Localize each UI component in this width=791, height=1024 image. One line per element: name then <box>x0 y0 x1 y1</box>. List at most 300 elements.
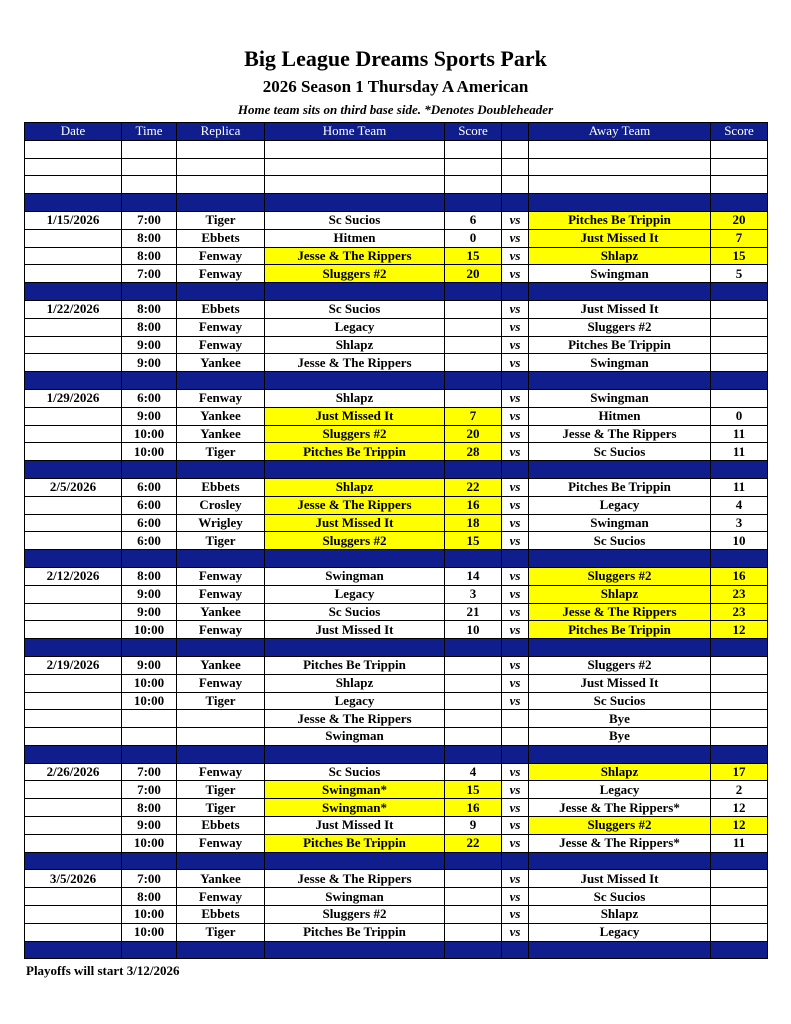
date-cell <box>25 318 122 336</box>
home-team-cell: Shlapz <box>265 674 445 692</box>
time-cell: 8:00 <box>122 300 177 318</box>
table-row <box>25 336 768 354</box>
vs-cell: vs <box>502 674 529 692</box>
header-time: Time <box>122 123 177 141</box>
table-row <box>25 300 768 318</box>
time-cell: 9:00 <box>122 817 177 835</box>
date-cell <box>25 247 122 265</box>
date-cell <box>25 585 122 603</box>
time-cell: 9:00 <box>122 656 177 674</box>
date-cell: 2/5/2026 <box>25 478 122 496</box>
schedule-table <box>24 122 768 959</box>
home-score-cell <box>445 710 502 728</box>
time-cell: 10:00 <box>122 425 177 443</box>
home-team-cell: Sluggers #2 <box>265 532 445 550</box>
time-cell: 8:00 <box>122 888 177 906</box>
table-row <box>25 247 768 265</box>
away-team-cell: Just Missed It <box>529 229 711 247</box>
home-score-cell: 20 <box>445 425 502 443</box>
away-score-cell: 11 <box>711 425 768 443</box>
home-score-cell <box>445 728 502 746</box>
table-row <box>25 674 768 692</box>
replica-cell: Yankee <box>177 656 265 674</box>
replica-cell: Fenway <box>177 336 265 354</box>
home-score-cell: 15 <box>445 247 502 265</box>
table-row <box>25 425 768 443</box>
vs-cell: vs <box>502 425 529 443</box>
vs-cell: vs <box>502 318 529 336</box>
vs-cell: vs <box>502 585 529 603</box>
date-cell: 1/15/2026 <box>25 211 122 229</box>
away-team-cell: Swingman <box>529 354 711 372</box>
away-score-cell: 23 <box>711 585 768 603</box>
home-score-cell <box>445 656 502 674</box>
replica-cell: Ebbets <box>177 906 265 924</box>
time-cell: 6:00 <box>122 389 177 407</box>
date-cell <box>25 888 122 906</box>
away-team-cell: Sluggers #2 <box>529 656 711 674</box>
away-score-cell: 16 <box>711 567 768 585</box>
away-score-cell <box>711 389 768 407</box>
time-cell: 8:00 <box>122 247 177 265</box>
date-cell <box>25 674 122 692</box>
home-team-cell: Jesse & The Rippers <box>265 710 445 728</box>
away-score-cell: 17 <box>711 763 768 781</box>
time-cell: 10:00 <box>122 923 177 941</box>
home-score-cell: 15 <box>445 532 502 550</box>
vs-cell: vs <box>502 603 529 621</box>
vs-cell: vs <box>502 692 529 710</box>
time-cell: 7:00 <box>122 265 177 283</box>
time-cell: 8:00 <box>122 229 177 247</box>
away-score-cell: 23 <box>711 603 768 621</box>
time-cell: 7:00 <box>122 763 177 781</box>
header-away-team: Away Team <box>529 123 711 141</box>
home-team-cell: Shlapz <box>265 336 445 354</box>
date-cell: 3/5/2026 <box>25 870 122 888</box>
home-team-cell: Just Missed It <box>265 407 445 425</box>
away-team-cell: Sc Sucios <box>529 532 711 550</box>
time-cell: 10:00 <box>122 674 177 692</box>
away-team-cell: Sluggers #2 <box>529 817 711 835</box>
away-score-cell: 11 <box>711 834 768 852</box>
replica-cell: Yankee <box>177 354 265 372</box>
week-separator <box>25 461 768 479</box>
date-cell <box>25 621 122 639</box>
home-score-cell <box>445 870 502 888</box>
table-row <box>25 354 768 372</box>
away-team-cell: Pitches Be Trippin <box>529 211 711 229</box>
date-cell: 1/29/2026 <box>25 389 122 407</box>
away-score-cell: 12 <box>711 621 768 639</box>
vs-cell: vs <box>502 407 529 425</box>
table-row <box>25 692 768 710</box>
time-cell: 10:00 <box>122 906 177 924</box>
home-score-cell: 10 <box>445 621 502 639</box>
date-cell <box>25 336 122 354</box>
away-score-cell: 11 <box>711 478 768 496</box>
vs-cell: vs <box>502 514 529 532</box>
table-row <box>25 817 768 835</box>
replica-cell: Fenway <box>177 247 265 265</box>
time-cell: 10:00 <box>122 443 177 461</box>
away-team-cell: Shlapz <box>529 763 711 781</box>
away-team-cell: Bye <box>529 710 711 728</box>
away-team-cell: Jesse & The Rippers* <box>529 799 711 817</box>
vs-cell: vs <box>502 496 529 514</box>
table-row <box>25 443 768 461</box>
replica-cell: Fenway <box>177 389 265 407</box>
home-score-cell: 28 <box>445 443 502 461</box>
table-row <box>25 923 768 941</box>
replica-cell: Tiger <box>177 923 265 941</box>
time-cell: 9:00 <box>122 603 177 621</box>
away-team-cell: Legacy <box>529 781 711 799</box>
away-team-cell: Sluggers #2 <box>529 318 711 336</box>
away-score-cell: 7 <box>711 229 768 247</box>
away-score-cell: 10 <box>711 532 768 550</box>
vs-cell: vs <box>502 621 529 639</box>
away-score-cell <box>711 354 768 372</box>
home-score-cell: 0 <box>445 229 502 247</box>
time-cell: 9:00 <box>122 354 177 372</box>
away-score-cell: 5 <box>711 265 768 283</box>
away-team-cell: Just Missed It <box>529 674 711 692</box>
home-score-cell: 20 <box>445 265 502 283</box>
table-row <box>25 603 768 621</box>
week-separator <box>25 941 768 959</box>
replica-cell: Fenway <box>177 265 265 283</box>
table-row <box>25 888 768 906</box>
home-team-cell: Jesse & The Rippers <box>265 247 445 265</box>
replica-cell: Wrigley <box>177 514 265 532</box>
replica-cell: Fenway <box>177 621 265 639</box>
replica-cell: Yankee <box>177 603 265 621</box>
table-row <box>25 318 768 336</box>
table-row <box>25 567 768 585</box>
vs-cell <box>502 710 529 728</box>
away-score-cell <box>711 336 768 354</box>
replica-cell: Ebbets <box>177 300 265 318</box>
vs-cell: vs <box>502 923 529 941</box>
away-team-cell: Sc Sucios <box>529 692 711 710</box>
vs-cell: vs <box>502 532 529 550</box>
home-team-cell: Shlapz <box>265 478 445 496</box>
away-score-cell: 3 <box>711 514 768 532</box>
date-cell <box>25 906 122 924</box>
vs-cell: vs <box>502 656 529 674</box>
table-row <box>25 710 768 728</box>
home-score-cell <box>445 674 502 692</box>
replica-cell: Yankee <box>177 425 265 443</box>
home-team-cell: Swingman <box>265 728 445 746</box>
replica-cell <box>177 728 265 746</box>
table-row <box>25 389 768 407</box>
replica-cell: Ebbets <box>177 229 265 247</box>
time-cell: 9:00 <box>122 336 177 354</box>
table-row <box>25 799 768 817</box>
away-score-cell: 11 <box>711 443 768 461</box>
replica-cell: Fenway <box>177 834 265 852</box>
away-team-cell: Jesse & The Rippers* <box>529 834 711 852</box>
home-team-cell: Pitches Be Trippin <box>265 834 445 852</box>
home-score-cell: 14 <box>445 567 502 585</box>
replica-cell: Ebbets <box>177 478 265 496</box>
vs-cell: vs <box>502 763 529 781</box>
replica-cell: Yankee <box>177 870 265 888</box>
table-row <box>25 478 768 496</box>
time-cell: 10:00 <box>122 834 177 852</box>
time-cell: 7:00 <box>122 211 177 229</box>
home-score-cell <box>445 318 502 336</box>
away-score-cell: 20 <box>711 211 768 229</box>
home-score-cell <box>445 888 502 906</box>
date-cell <box>25 496 122 514</box>
away-team-cell: Sc Sucios <box>529 888 711 906</box>
home-score-cell <box>445 336 502 354</box>
home-score-cell: 16 <box>445 799 502 817</box>
time-cell: 7:00 <box>122 781 177 799</box>
away-team-cell: Sluggers #2 <box>529 567 711 585</box>
vs-cell: vs <box>502 478 529 496</box>
home-score-cell: 3 <box>445 585 502 603</box>
header-date: Date <box>25 123 122 141</box>
table-row <box>25 585 768 603</box>
date-cell <box>25 354 122 372</box>
date-cell <box>25 443 122 461</box>
away-team-cell: Sc Sucios <box>529 443 711 461</box>
table-row <box>25 781 768 799</box>
replica-cell: Fenway <box>177 888 265 906</box>
away-score-cell: 12 <box>711 817 768 835</box>
away-score-cell: 4 <box>711 496 768 514</box>
empty-row <box>25 140 768 158</box>
table-row <box>25 407 768 425</box>
date-cell <box>25 781 122 799</box>
week-separator <box>25 283 768 301</box>
away-score-cell <box>711 923 768 941</box>
week-separator <box>25 852 768 870</box>
vs-cell: vs <box>502 247 529 265</box>
replica-cell: Tiger <box>177 781 265 799</box>
away-team-cell: Pitches Be Trippin <box>529 621 711 639</box>
replica-cell: Yankee <box>177 407 265 425</box>
vs-cell: vs <box>502 834 529 852</box>
header-replica: Replica <box>177 123 265 141</box>
date-cell: 2/12/2026 <box>25 567 122 585</box>
date-cell <box>25 603 122 621</box>
away-team-cell: Just Missed It <box>529 870 711 888</box>
away-score-cell <box>711 906 768 924</box>
away-team-cell: Swingman <box>529 514 711 532</box>
time-cell: 10:00 <box>122 692 177 710</box>
home-team-cell: Pitches Be Trippin <box>265 923 445 941</box>
empty-row <box>25 158 768 176</box>
header-away-score: Score <box>711 123 768 141</box>
week-separator <box>25 550 768 568</box>
time-cell: 6:00 <box>122 496 177 514</box>
home-team-cell: Sluggers #2 <box>265 425 445 443</box>
away-team-cell: Shlapz <box>529 585 711 603</box>
time-cell: 7:00 <box>122 870 177 888</box>
home-score-cell: 22 <box>445 478 502 496</box>
replica-cell: Fenway <box>177 567 265 585</box>
vs-cell: vs <box>502 336 529 354</box>
home-score-cell: 4 <box>445 763 502 781</box>
vs-cell: vs <box>502 300 529 318</box>
home-team-cell: Legacy <box>265 585 445 603</box>
replica-cell: Tiger <box>177 532 265 550</box>
replica-cell: Tiger <box>177 692 265 710</box>
away-score-cell: 2 <box>711 781 768 799</box>
home-score-cell <box>445 692 502 710</box>
home-score-cell <box>445 906 502 924</box>
away-score-cell <box>711 728 768 746</box>
home-score-cell <box>445 300 502 318</box>
vs-cell: vs <box>502 870 529 888</box>
table-row <box>25 265 768 283</box>
away-score-cell <box>711 710 768 728</box>
vs-cell: vs <box>502 567 529 585</box>
home-score-cell: 7 <box>445 407 502 425</box>
home-team-cell: Swingman* <box>265 799 445 817</box>
replica-cell: Fenway <box>177 585 265 603</box>
page-title: Big League Dreams Sports Park <box>244 46 547 71</box>
date-cell <box>25 407 122 425</box>
replica-cell: Fenway <box>177 763 265 781</box>
home-team-cell: Swingman* <box>265 781 445 799</box>
home-team-cell: Sc Sucios <box>265 763 445 781</box>
away-team-cell: Legacy <box>529 923 711 941</box>
home-score-cell: 18 <box>445 514 502 532</box>
footer-note: Playoffs will start 3/12/2026 <box>26 963 180 978</box>
time-cell: 6:00 <box>122 532 177 550</box>
table-row <box>25 514 768 532</box>
home-team-cell: Sluggers #2 <box>265 265 445 283</box>
home-score-cell: 15 <box>445 781 502 799</box>
date-cell <box>25 710 122 728</box>
vs-cell: vs <box>502 906 529 924</box>
home-team-cell: Sc Sucios <box>265 211 445 229</box>
time-cell: 6:00 <box>122 478 177 496</box>
table-row <box>25 870 768 888</box>
vs-cell: vs <box>502 265 529 283</box>
away-score-cell <box>711 870 768 888</box>
time-cell: 8:00 <box>122 799 177 817</box>
home-score-cell <box>445 923 502 941</box>
home-team-cell: Swingman <box>265 567 445 585</box>
vs-cell: vs <box>502 799 529 817</box>
home-team-cell: Jesse & The Rippers <box>265 354 445 372</box>
date-cell <box>25 229 122 247</box>
table-row <box>25 621 768 639</box>
week-separator <box>25 639 768 657</box>
away-team-cell: Shlapz <box>529 906 711 924</box>
table-row <box>25 496 768 514</box>
away-score-cell: 0 <box>711 407 768 425</box>
replica-cell <box>177 710 265 728</box>
date-cell <box>25 692 122 710</box>
away-team-cell: Hitmen <box>529 407 711 425</box>
table-row <box>25 728 768 746</box>
home-score-cell: 21 <box>445 603 502 621</box>
table-row <box>25 763 768 781</box>
time-cell <box>122 710 177 728</box>
home-score-cell: 6 <box>445 211 502 229</box>
replica-cell: Tiger <box>177 799 265 817</box>
time-cell: 8:00 <box>122 318 177 336</box>
away-score-cell: 12 <box>711 799 768 817</box>
away-team-cell: Bye <box>529 728 711 746</box>
schedule-note: Home team sits on third base side. *Denotes Doubleheader <box>237 102 554 117</box>
header-vs <box>502 123 529 141</box>
replica-cell: Fenway <box>177 318 265 336</box>
vs-cell: vs <box>502 781 529 799</box>
date-cell <box>25 728 122 746</box>
home-team-cell: Swingman <box>265 888 445 906</box>
table-row <box>25 906 768 924</box>
away-score-cell <box>711 318 768 336</box>
home-score-cell: 9 <box>445 817 502 835</box>
vs-cell: vs <box>502 389 529 407</box>
date-cell <box>25 425 122 443</box>
away-team-cell: Pitches Be Trippin <box>529 336 711 354</box>
week-separator <box>25 372 768 390</box>
date-cell <box>25 799 122 817</box>
away-team-cell: Just Missed It <box>529 300 711 318</box>
home-team-cell: Just Missed It <box>265 621 445 639</box>
away-team-cell: Swingman <box>529 389 711 407</box>
vs-cell: vs <box>502 211 529 229</box>
home-score-cell: 22 <box>445 834 502 852</box>
vs-cell: vs <box>502 817 529 835</box>
vs-cell: vs <box>502 229 529 247</box>
away-score-cell <box>711 300 768 318</box>
header-home-score: Score <box>445 123 502 141</box>
away-score-cell <box>711 656 768 674</box>
away-score-cell <box>711 692 768 710</box>
away-team-cell: Swingman <box>529 265 711 283</box>
home-score-cell <box>445 354 502 372</box>
time-cell: 6:00 <box>122 514 177 532</box>
replica-cell: Crosley <box>177 496 265 514</box>
date-cell: 2/26/2026 <box>25 763 122 781</box>
away-score-cell <box>711 674 768 692</box>
week-separator <box>25 194 768 212</box>
home-team-cell: Sc Sucios <box>265 603 445 621</box>
date-cell: 1/22/2026 <box>25 300 122 318</box>
date-cell <box>25 834 122 852</box>
home-team-cell: Pitches Be Trippin <box>265 443 445 461</box>
home-score-cell: 16 <box>445 496 502 514</box>
week-separator <box>25 745 768 763</box>
replica-cell: Tiger <box>177 211 265 229</box>
table-row <box>25 211 768 229</box>
date-cell <box>25 817 122 835</box>
date-cell <box>25 923 122 941</box>
time-cell <box>122 728 177 746</box>
home-score-cell <box>445 389 502 407</box>
table-row <box>25 656 768 674</box>
home-team-cell: Sluggers #2 <box>265 906 445 924</box>
replica-cell: Fenway <box>177 674 265 692</box>
home-team-cell: Legacy <box>265 692 445 710</box>
home-team-cell: Pitches Be Trippin <box>265 656 445 674</box>
vs-cell: vs <box>502 443 529 461</box>
away-team-cell: Jesse & The Rippers <box>529 425 711 443</box>
time-cell: 10:00 <box>122 621 177 639</box>
date-cell <box>25 514 122 532</box>
